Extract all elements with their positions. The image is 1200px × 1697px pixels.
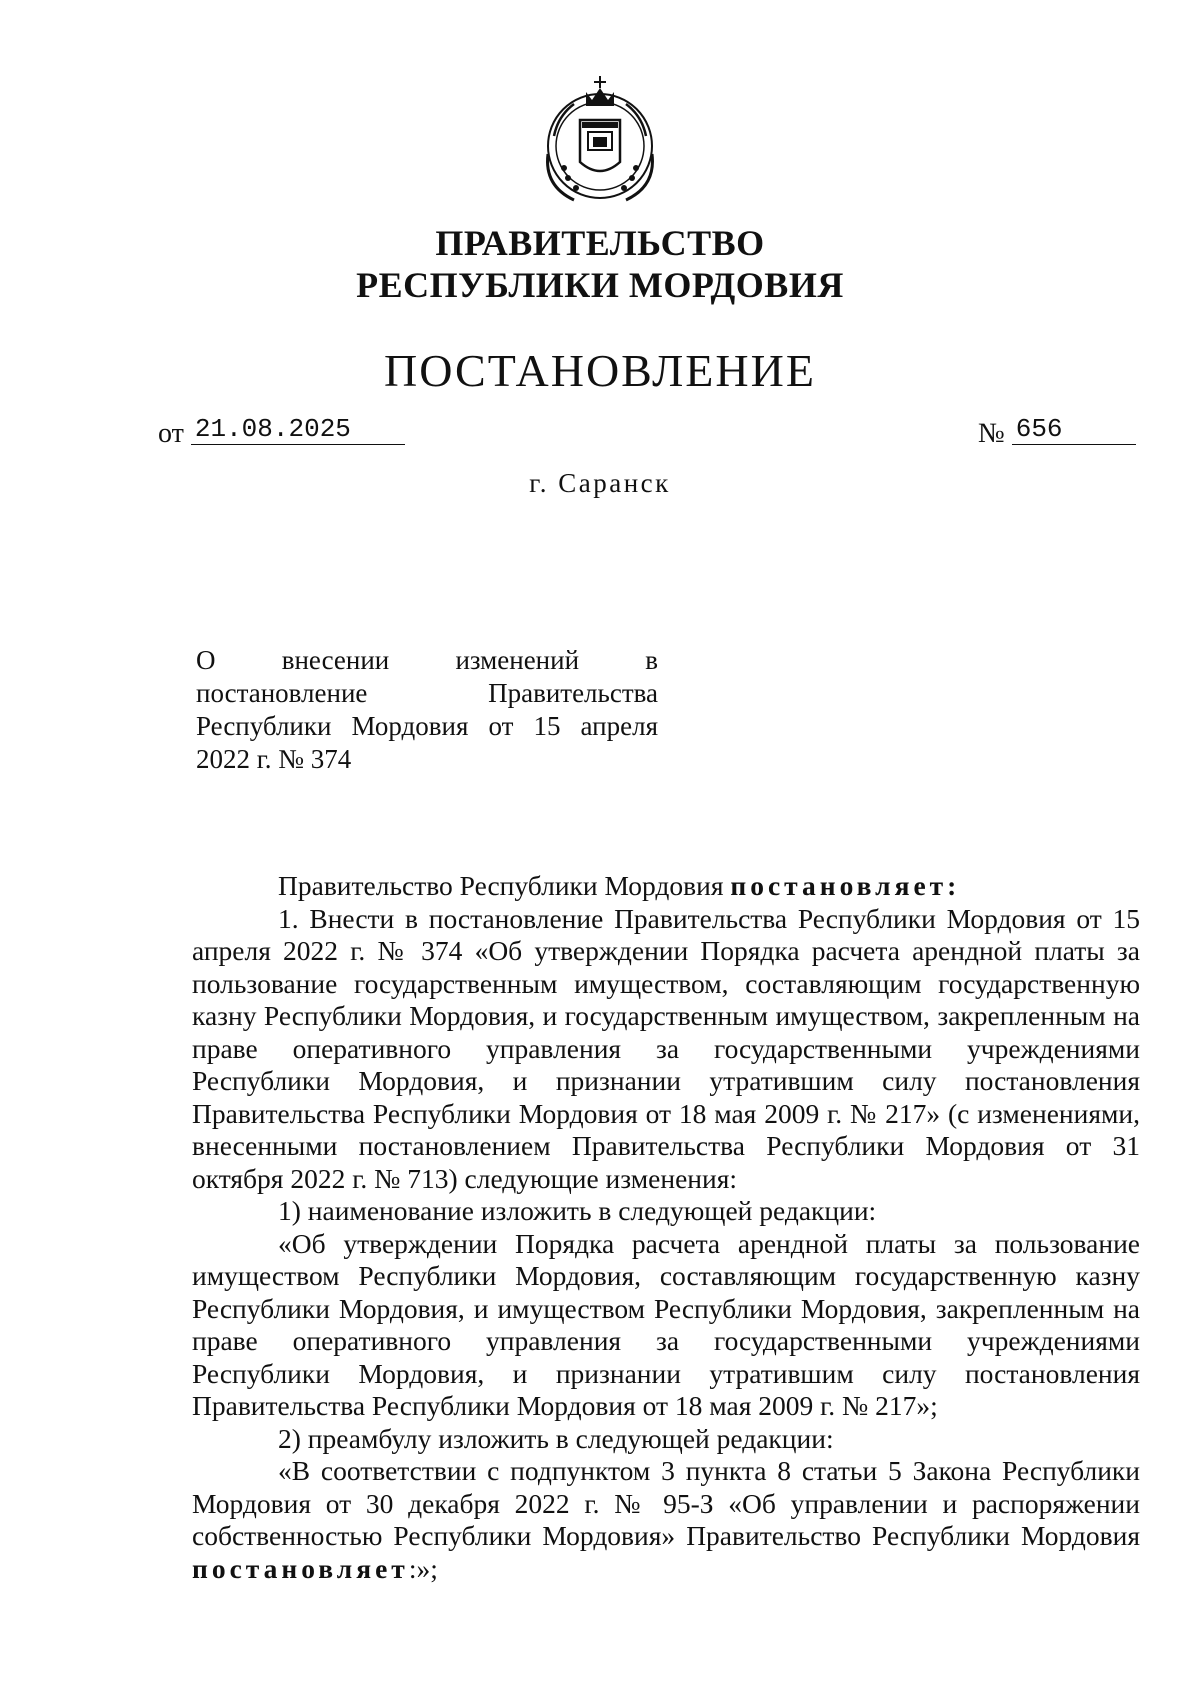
document-number	[978, 414, 1136, 451]
document-body	[192, 870, 1140, 1585]
date-prefix: от	[158, 418, 184, 449]
resolution-intro: Правительство Республики Мордовия постановляет:	[278, 870, 961, 901]
document-date	[158, 414, 405, 451]
organization-title-line1: ПРАВИТЕЛЬСТВО	[435, 223, 765, 263]
number-value: 656	[1012, 414, 1136, 445]
quote-1: «Об утверждении Порядка расчета арендной платы за пользование имуществом Республики Мордовия, составляющим государственную казну Республики Мордовия, и имуществом Республики Мордовия, закрепленным на праве оперативного управления за государственными учреждениями Республики Мордовия, и признании утратившим силу постановления Правительства Республики Мордовия от 18 мая 2009 г. № 217»;	[192, 1227, 1140, 1421]
subject-first-line: О внесении изменений в	[196, 645, 658, 675]
item-1: 1. Внести в постановление Правительства Республики Мордовия от 15 апреля 2022 г. № 374 «Об утверждении Порядка расчета арендной платы за пользование государственным имуществом, составляющим государственную казну Республики Мордовия, и государственным имуществом, закрепленным на праве оперативного управления за государственными учреждениями Республики Мордовия, и признании утратившим силу постановления Правительства Республики Мордовия от 18 мая 2009 г. № 217» (с изменениями, внесенными постановлением Правительства Республики Мордовия от 31 октября 2022 г. № 713) следующие изменения:	[192, 902, 1140, 1194]
organization-title-line2: РЕСПУБЛИКИ МОРДОВИЯ	[356, 265, 844, 305]
number-prefix: №	[978, 418, 1005, 449]
subitem-2: 2) преамбулу изложить в следующей редакции:	[278, 1422, 834, 1454]
quote-2: «В соответствии с подпунктом 3 пункта 8 статьи 5 Закона Республики Мордовия от 30 декабря 2022 г. № 95-З «Об управлении и распоряжении собственностью Республики Мордовия» Правительство Республики Мордовия постановляет:»;	[192, 1455, 1140, 1584]
date-value: 21.08.2025	[191, 414, 405, 445]
subject-text: постановление Правительства Республики Мордовия от 15 апреля 2022 г. № 374	[196, 678, 658, 774]
subject-block	[196, 644, 658, 776]
city-name: г. Саранск	[529, 468, 671, 498]
document-type-heading: ПОСТАНОВЛЕНИЕ	[384, 345, 816, 396]
coat-of-arms-emblem	[534, 76, 666, 208]
subitem-1: 1) наименование изложить в следующей редакции:	[278, 1195, 877, 1226]
